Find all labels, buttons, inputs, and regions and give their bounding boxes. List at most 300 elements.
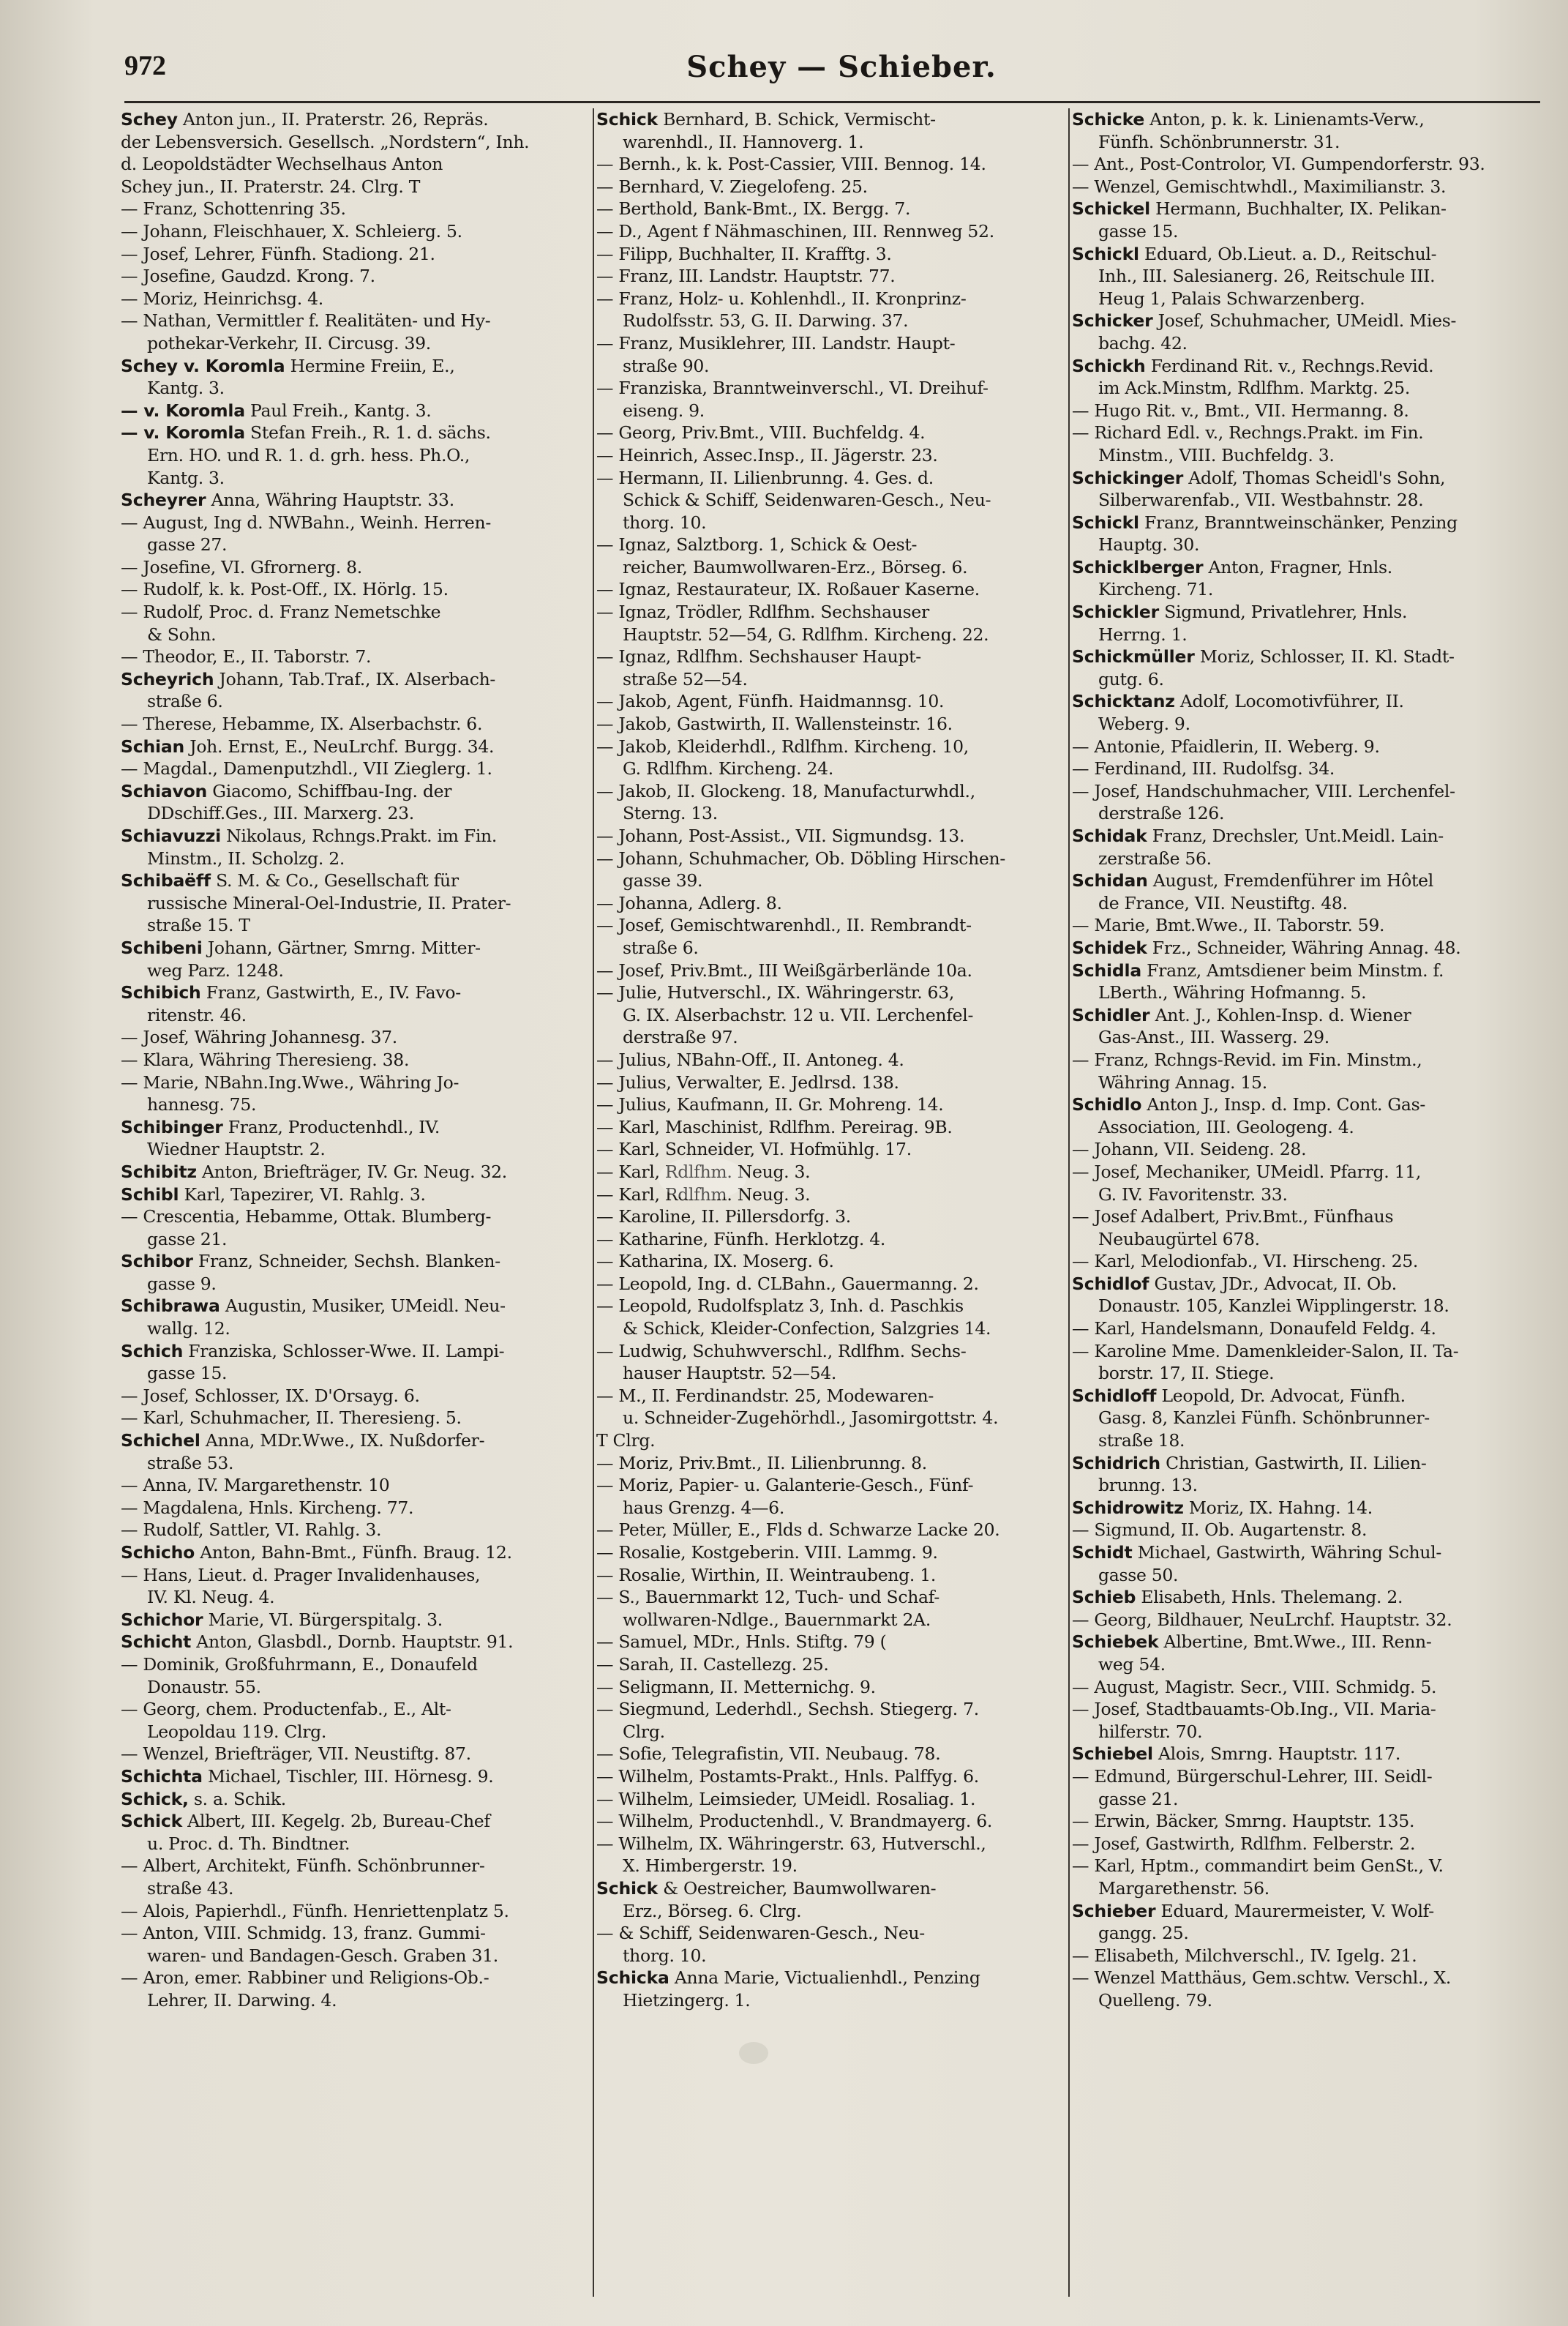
entry-text: — Leopold, Ing. d. CLBahn., Gauermanng. 2. — [596, 1273, 979, 1294]
directory-entry-head — [1072, 1541, 1544, 1564]
directory-entry-line — [596, 1922, 1065, 1945]
directory-entry-line — [121, 624, 589, 646]
entry-surname: Schidak — [1072, 826, 1147, 846]
entry-text: Christian, Gastwirth, II. Lilien- — [1160, 1452, 1427, 1473]
directory-entry-line — [596, 1250, 1065, 1273]
entry-text: — Ludwig, Schuhwverschl., Rdlfhm. Sechs- — [596, 1340, 967, 1361]
entry-text: Ant. J., Kohlen-Insp. d. Wiener — [1149, 1004, 1411, 1025]
directory-entry-line — [121, 758, 589, 780]
directory-entry-line — [1072, 892, 1544, 915]
entry-text: — D., Agent f Nähmaschinen, III. Rennweg 52. — [596, 220, 994, 242]
directory-entry-line — [1072, 422, 1544, 444]
entry-text: — Sigmund, II. Ob. Augartenstr. 8. — [1072, 1519, 1368, 1541]
directory-entry-line — [596, 1273, 1065, 1295]
directory-entry-line — [596, 1900, 1065, 1923]
directory-entry-line — [596, 624, 1065, 646]
entry-text: — Karl, Schneider, VI. Hofmühlg. 17. — [596, 1139, 912, 1160]
entry-text: G. IX. Alserbachstr. 12 u. VII. Lerchenfel- — [623, 1004, 974, 1025]
directory-entry-line — [596, 1295, 1065, 1317]
entry-text: Donaustr. 105, Kanzlei Wipplingerstr. 18. — [1098, 1295, 1449, 1317]
entry-text: — Julius, NBahn-Off., II. Antoneg. 4. — [596, 1049, 904, 1070]
directory-entry-head — [1072, 870, 1544, 892]
entry-text: — Peter, Müller, E., Flds d. Schwarze Lacke 20. — [596, 1519, 1000, 1541]
entry-text: — Wenzel Matthäus, Gem.schtw. Verschl., X. — [1072, 1967, 1452, 1989]
entry-text: straße 52—54. — [623, 668, 748, 689]
directory-entry-head — [1072, 1273, 1544, 1295]
entry-surname: Schibor — [121, 1251, 193, 1272]
directory-entry-line — [596, 802, 1065, 825]
directory-entry-line — [1072, 377, 1544, 400]
entry-text: Eduard, Ob.Lieut. a. D., Reitschul- — [1139, 243, 1437, 264]
entry-text: — Franz, Musiklehrer, III. Landstr. Haupt- — [596, 332, 956, 354]
entry-text: — Albert, Architekt, Fünfh. Schönbrunner- — [121, 1855, 485, 1877]
paper-blemish — [659, 1156, 746, 1200]
entry-surname: Schiebel — [1072, 1743, 1153, 1765]
entry-surname: Schieb — [1072, 1587, 1136, 1608]
entry-surname: Schickinger — [1072, 467, 1184, 488]
entry-text: — Edmund, Bürgerschul-Lehrer, III. Seidl- — [1072, 1765, 1433, 1787]
directory-entry-line — [596, 914, 1065, 937]
directory-entry-head — [1072, 1004, 1544, 1027]
entry-text: Franz, Amtsdiener beim Minstm. f. — [1141, 960, 1444, 981]
entry-text: G. Rdlfhm. Kircheng. 24. — [623, 758, 833, 779]
entry-text: — Jakob, Kleiderhdl., Rdlfhm. Kircheng. 10, — [596, 736, 969, 757]
entry-text: — Wilhelm, Productenhdl., V. Brandmayerg. 6. — [596, 1811, 993, 1832]
entry-text: Franz, Drechsler, Unt.Meidl. Lain- — [1147, 826, 1444, 846]
entry-text: straße 43. — [147, 1877, 234, 1899]
directory-entry-line — [596, 1698, 1065, 1721]
entry-text: Nikolaus, Rchngs.Prakt. im Fin. — [220, 826, 498, 846]
directory-entry-line — [1072, 220, 1544, 243]
directory-entry-line — [121, 1945, 589, 1967]
entry-surname: Schicht — [121, 1631, 192, 1653]
directory-entry-line — [1072, 1721, 1544, 1743]
entry-text: Anna Marie, Victualienhdl., Penzing — [669, 1967, 980, 1989]
entry-text: — Johanna, Adlerg. 8. — [596, 892, 782, 913]
directory-entry-head — [1072, 1586, 1544, 1609]
directory-entry-line — [596, 1138, 1065, 1161]
entry-text: Moriz, Schlosser, II. Kl. Stadt- — [1194, 646, 1455, 667]
directory-entry-head — [1072, 108, 1544, 131]
directory-entry-line — [121, 1205, 589, 1228]
directory-entry-head — [596, 1967, 1065, 1989]
entry-text: — Karl, Handelsmann, Donaufeld Feldg. 4. — [1072, 1318, 1436, 1339]
directory-entry-line — [596, 1743, 1065, 1765]
directory-entry-head — [1072, 1743, 1544, 1765]
entry-text: — S., Bauernmarkt 12, Tuch- und Schaf- — [596, 1587, 939, 1608]
entry-text: DDschiff.Ges., III. Marxerg. 23. — [147, 803, 414, 824]
directory-entry-line — [596, 1609, 1065, 1631]
entry-text: & Sohn. — [147, 624, 217, 645]
entry-surname: Schichor — [121, 1609, 203, 1630]
entry-text: — Josefine, Gaudzd. Krong. 7. — [121, 266, 375, 287]
directory-columns — [121, 108, 1544, 2297]
entry-text: — Josef, Stadtbauamts-Ob.Ing., VII. Maria- — [1072, 1699, 1436, 1720]
directory-entry-line — [596, 1945, 1065, 1967]
directory-entry-head — [1072, 467, 1544, 490]
directory-entry-head — [121, 1295, 589, 1317]
entry-text: — Marie, NBahn.Ing.Wwe., Währing Jo- — [121, 1072, 459, 1093]
entry-text: Schey jun., II. Praterstr. 24. Clrg. T — [121, 176, 421, 197]
directory-entry-line — [596, 1049, 1065, 1072]
entry-text: Franz, Gastwirth, E., IV. Favo- — [200, 982, 461, 1003]
directory-entry-line — [596, 736, 1065, 758]
directory-entry-head — [1072, 1385, 1544, 1407]
entry-text: — Karl, Hptm., commandirt beim GenSt., V. — [1072, 1855, 1444, 1877]
entry-text: borstr. 17, II. Stiege. — [1098, 1363, 1275, 1384]
entry-text: im Ack.Minstm, Rdlfhm. Marktg. 25. — [1098, 378, 1411, 399]
entry-text: Eduard, Maurermeister, V. Wolf- — [1155, 1900, 1434, 1921]
directory-entry-line — [1072, 1810, 1544, 1833]
directory-entry-line — [1072, 848, 1544, 870]
directory-entry-line — [121, 1072, 589, 1094]
entry-surname: Schibeni — [121, 937, 203, 958]
entry-text: d. Leopoldstädter Wechselhaus Anton — [121, 154, 443, 175]
directory-entry-line — [1072, 1833, 1544, 1855]
entry-text: Franz, Productenhdl., IV. — [222, 1116, 440, 1137]
entry-surname: Schidloff — [1072, 1385, 1157, 1406]
entry-text: — Karoline Mme. Damenkleider-Salon, II. Ta- — [1072, 1340, 1459, 1361]
entry-text: — Ferdinand, III. Rudolfsg. 34. — [1072, 758, 1335, 779]
entry-text: — Ignaz, Salztborg. 1, Schick & Oest- — [596, 534, 918, 556]
directory-entry-line — [121, 444, 589, 467]
entry-text: gasse 50. — [1098, 1564, 1179, 1585]
directory-entry-line — [596, 1474, 1065, 1497]
directory-entry-head — [1072, 512, 1544, 534]
entry-text: wollwaren-Ndlge., Bauernmarkt 2A. — [623, 1609, 931, 1630]
entry-surname: Schicke — [1072, 109, 1145, 130]
entry-surname: Scheyrer — [121, 490, 206, 511]
entry-text: Josef, Schuhmacher, UMeidl. Mies- — [1152, 310, 1457, 332]
entry-text: — Jakob, Agent, Fünfh. Haidmannsg. 10. — [596, 691, 945, 712]
entry-text: Anna, Währing Hauptstr. 33. — [206, 490, 454, 511]
directory-entry-head — [121, 668, 589, 691]
entry-text: — Franziska, Branntweinverschl., VI. Dreihuf- — [596, 378, 989, 399]
directory-entry-line — [1072, 1519, 1544, 1541]
entry-text: u. Schneider-Zugehörhdl., Jasomirgottstr. 4. — [623, 1407, 999, 1429]
directory-entry-line — [1072, 1049, 1544, 1072]
entry-text: Alois, Smrng. Hauptstr. 117. — [1152, 1743, 1400, 1765]
directory-entry-line — [1072, 1161, 1544, 1183]
directory-entry-line — [121, 1721, 589, 1743]
directory-entry-line — [1072, 1116, 1544, 1139]
entry-text: Franziska, Schlosser-Wwe. II. Lampi- — [183, 1340, 505, 1361]
entry-surname: Schick — [596, 1877, 658, 1899]
directory-entry-line — [596, 131, 1065, 154]
directory-entry-line — [1072, 153, 1544, 176]
directory-entry-line — [121, 556, 589, 579]
entry-surname: Schickler — [1072, 602, 1159, 623]
directory-entry-line — [596, 1788, 1065, 1811]
entry-surname: Schickl — [1072, 243, 1139, 264]
entry-text: Heug 1, Palais Schwarzenberg. — [1098, 288, 1365, 309]
directory-entry-head — [121, 400, 589, 422]
entry-text: Quelleng. 79. — [1098, 1989, 1212, 2011]
entry-text: waren- und Bandagen-Gesch. Graben 31. — [147, 1945, 498, 1966]
entry-text: straße 90. — [623, 355, 710, 376]
directory-entry-head — [1072, 355, 1544, 378]
directory-entry-line — [1072, 713, 1544, 736]
entry-text: Erz., Börseg. 6. Clrg. — [623, 1900, 802, 1921]
entry-text: Kantg. 3. — [147, 378, 225, 399]
entry-text: — Richard Edl. v., Rechngs.Prakt. im Fin. — [1072, 422, 1424, 444]
entry-text: Leopoldau 119. Clrg. — [147, 1721, 327, 1742]
entry-text: Johann, Gärtner, Smrng. Mitter- — [202, 937, 481, 958]
directory-entry-line — [1072, 914, 1544, 937]
entry-text: Ferdinand Rit. v., Rechngs.Revid. — [1145, 355, 1434, 376]
directory-entry-line — [1072, 758, 1544, 780]
entry-text: — Crescentia, Hebamme, Ottak. Blumberg- — [121, 1206, 492, 1227]
directory-entry-head — [1072, 198, 1544, 220]
entry-text: — Katharine, Fünfh. Herklotzg. 4. — [596, 1228, 886, 1249]
directory-entry-line — [596, 220, 1065, 243]
directory-entry-line — [1072, 578, 1544, 601]
entry-text: — Aron, emer. Rabbiner und Religions-Ob.- — [121, 1967, 489, 1989]
directory-entry-line — [1072, 131, 1544, 154]
directory-entry-line — [121, 601, 589, 624]
entry-text: Adolf, Thomas Scheidl's Sohn, — [1183, 467, 1446, 488]
directory-entry-line — [596, 444, 1065, 467]
entry-text: Anton, p. k. k. Linienamts-Verw., — [1144, 109, 1425, 130]
directory-entry-line — [121, 578, 589, 601]
entry-text: Lehrer, II. Darwing. 4. — [147, 1989, 337, 2011]
entry-surname: Schidler — [1072, 1004, 1150, 1025]
entry-surname: — v. Koromla — [121, 400, 245, 421]
directory-entry-line — [596, 1072, 1065, 1094]
entry-text: — Moriz, Heinrichsg. 4. — [121, 288, 323, 309]
directory-entry-line — [121, 1922, 589, 1945]
directory-entry-line — [1072, 400, 1544, 422]
directory-entry-head — [121, 825, 589, 848]
directory-entry-line — [596, 1765, 1065, 1788]
entry-text: bachg. 42. — [1098, 332, 1188, 354]
directory-entry-line — [121, 690, 589, 713]
entry-text: Hietzingerg. 1. — [623, 1989, 751, 2011]
entry-text: — Sarah, II. Castellezg. 25. — [596, 1653, 829, 1675]
entry-text: Association, III. Geologeng. 4. — [1098, 1116, 1354, 1137]
directory-entry-line — [121, 1967, 589, 1989]
entry-text: pothekar-Verkehr, II. Circusg. 39. — [147, 332, 431, 354]
directory-entry-line — [1072, 1474, 1544, 1497]
directory-entry-head — [1072, 1497, 1544, 1519]
entry-text: Leopold, Dr. Advocat, Fünfh. — [1156, 1385, 1406, 1406]
entry-text: Kantg. 3. — [147, 467, 225, 488]
directory-entry-head — [1072, 556, 1544, 579]
directory-entry-head — [1072, 1093, 1544, 1116]
directory-entry-line — [121, 1407, 589, 1429]
directory-entry-line — [1072, 668, 1544, 691]
entry-text: Anton, Briefträger, IV. Gr. Neug. 32. — [196, 1161, 507, 1182]
directory-entry-line — [1072, 1317, 1544, 1340]
entry-surname: Schian — [121, 736, 185, 757]
directory-entry-line — [596, 690, 1065, 713]
directory-entry-head — [1072, 601, 1544, 624]
directory-entry-line — [596, 780, 1065, 803]
directory-entry-line — [596, 1093, 1065, 1116]
directory-entry-line — [121, 892, 589, 915]
entry-text: — Rudolf, Proc. d. Franz Nemetschke — [121, 602, 441, 623]
directory-entry-line — [596, 1497, 1065, 1519]
directory-entry-line — [121, 198, 589, 220]
entry-text: — Marie, Bmt.Wwe., II. Taborstr. 59. — [1072, 915, 1385, 936]
directory-entry-line — [596, 892, 1065, 915]
entry-text: — Ignaz, Trödler, Rdlfhm. Sechshauser — [596, 602, 929, 623]
directory-entry-line — [1072, 624, 1544, 646]
entry-text: Karl, Tapezirer, VI. Rahlg. 3. — [179, 1183, 426, 1205]
entry-text: — Karl, Melodionfab., VI. Hirscheng. 25. — [1072, 1251, 1419, 1272]
entry-surname: Schidek — [1072, 937, 1147, 958]
directory-entry-line — [596, 400, 1065, 422]
entry-text: — Heinrich, Assec.Insp., II. Jägerstr. 23. — [596, 444, 938, 465]
entry-text: LBerth., Währing Hofmanng. 5. — [1098, 982, 1367, 1003]
entry-text: — Josef Adalbert, Priv.Bmt., Fünfhaus — [1072, 1206, 1394, 1227]
entry-text: — Franz, Schottenring 35. — [121, 198, 346, 220]
entry-text: hauser Hauptstr. 52—54. — [623, 1363, 837, 1384]
directory-entry-line — [121, 1564, 589, 1587]
entry-text: Minstm., VIII. Buchfeldg. 3. — [1098, 444, 1335, 465]
directory-entry-line — [596, 153, 1065, 176]
entry-surname: Schickmüller — [1072, 646, 1195, 667]
directory-entry-line — [121, 1497, 589, 1519]
directory-entry-head — [121, 1429, 589, 1452]
column-2 — [596, 108, 1065, 2297]
entry-text: — Filipp, Buchhalter, II. Krafftg. 3. — [596, 243, 892, 264]
directory-entry-line — [1072, 1250, 1544, 1273]
entry-text: wallg. 12. — [147, 1318, 230, 1339]
directory-entry-line — [596, 467, 1065, 490]
directory-entry-line — [596, 646, 1065, 668]
entry-text: — Bernhard, V. Ziegelofeng. 25. — [596, 176, 868, 197]
entry-text: de France, VII. Neustiftg. 48. — [1098, 892, 1348, 913]
entry-text: straße 6. — [623, 937, 699, 958]
entry-text: straße 6. — [147, 691, 223, 712]
directory-entry-line — [596, 332, 1065, 355]
entry-text: gasse 9. — [147, 1273, 217, 1294]
entry-text: Giacomo, Schiffbau-Ing. der — [207, 780, 452, 801]
column-3 — [1072, 108, 1544, 2297]
directory-entry-line — [596, 1407, 1065, 1429]
entry-surname: Schey — [121, 109, 178, 130]
directory-entry-line — [596, 1810, 1065, 1833]
entry-surname: Schidla — [1072, 960, 1141, 981]
directory-entry-line — [121, 1653, 589, 1676]
directory-entry-line — [121, 1093, 589, 1116]
entry-surname: Schibich — [121, 982, 201, 1003]
entry-text: Anton, Glasbdl., Dornb. Hauptstr. 91. — [191, 1631, 514, 1653]
entry-text: — Josef, Gemischtwarenhdl., II. Rembrandt- — [596, 915, 972, 936]
entry-surname: Schey v. Koromla — [121, 355, 285, 376]
directory-entry-line — [596, 960, 1065, 982]
entry-text: — Nathan, Vermittler f. Realitäten- und Hy- — [121, 310, 491, 332]
directory-entry-line — [121, 131, 589, 154]
entry-surname: Schich — [121, 1340, 184, 1361]
directory-entry-line — [121, 848, 589, 870]
column-1 — [121, 108, 589, 2297]
directory-entry-head — [121, 108, 589, 131]
entry-text: — Johann, Fleischhauer, X. Schleierg. 5. — [121, 220, 462, 242]
entry-surname: Schick, — [121, 1788, 189, 1809]
entry-text: Margarethenstr. 56. — [1098, 1877, 1269, 1899]
entry-text: — Johann, Post-Assist., VII. Sigmundsg. 13. — [596, 826, 965, 846]
entry-surname: Schidt — [1072, 1542, 1133, 1563]
directory-entry-head — [1072, 1631, 1544, 1653]
entry-text: Hermann, Buchhalter, IX. Pelikan- — [1149, 198, 1447, 220]
entry-text: & Schick, Kleider-Confection, Salzgries 14. — [623, 1318, 991, 1339]
directory-entry-line — [1072, 265, 1544, 288]
directory-entry-head — [121, 422, 589, 444]
entry-surname: Schibrawa — [121, 1295, 220, 1317]
entry-text: — Franz, III. Landstr. Hauptstr. 77. — [596, 266, 896, 287]
directory-entry-line — [121, 220, 589, 243]
directory-entry-line — [596, 870, 1065, 892]
directory-entry-line — [596, 1116, 1065, 1139]
entry-text: — Anton, VIII. Schmidg. 13, franz. Gummi- — [121, 1923, 486, 1944]
entry-text: — Seligmann, II. Metternichg. 9. — [596, 1676, 876, 1697]
entry-text: Silberwarenfab., VII. Westbahnstr. 28. — [1098, 490, 1424, 511]
entry-text: Clrg. — [623, 1721, 665, 1742]
directory-entry-line — [121, 1676, 589, 1699]
directory-entry-line — [596, 1833, 1065, 1855]
directory-entry-line — [121, 176, 589, 198]
entry-text: — Johann, Schuhmacher, Ob. Döbling Hirschen- — [596, 848, 1005, 869]
directory-entry-line — [121, 1004, 589, 1027]
directory-entry-line — [596, 1989, 1065, 2012]
directory-entry-line — [596, 310, 1065, 332]
directory-entry-line — [1072, 1026, 1544, 1049]
entry-text: Ern. HO. und R. 1. d. grh. hess. Ph.O., — [147, 444, 470, 465]
entry-text: — Josef, Schlosser, IX. D'Orsayg. 6. — [121, 1385, 420, 1406]
entry-text: — Berthold, Bank-Bmt., IX. Bergg. 7. — [596, 198, 911, 220]
directory-entry-line — [596, 1721, 1065, 1743]
entry-text: Stefan Freih., R. 1. d. sächs. — [244, 422, 491, 444]
entry-text: brunng. 13. — [1098, 1475, 1198, 1496]
entry-text: — Wenzel, Gemischtwhdl., Maximilianstr. 3. — [1072, 176, 1447, 197]
directory-entry-head — [121, 1609, 589, 1631]
entry-text: weg Parz. 1248. — [147, 960, 284, 981]
entry-surname: Schidrowitz — [1072, 1497, 1184, 1518]
entry-text: S. M. & Co., Gesellschaft für — [210, 870, 459, 891]
entry-text: — Klara, Währing Theresieng. 38. — [121, 1049, 410, 1070]
entry-surname: Schidlof — [1072, 1273, 1149, 1294]
entry-text: Hauptg. 30. — [1098, 534, 1200, 556]
directory-entry-line — [121, 1474, 589, 1497]
entry-text: Gasg. 8, Kanzlei Fünfh. Schönbrunner- — [1098, 1407, 1430, 1429]
directory-entry-line — [596, 668, 1065, 691]
entry-text: thorg. 10. — [623, 512, 707, 533]
directory-entry-line — [121, 713, 589, 736]
entry-text: — Ignaz, Restaurateur, IX. Roßauer Kaserne. — [596, 579, 980, 600]
directory-entry-line — [121, 1385, 589, 1407]
directory-entry-line — [121, 1138, 589, 1161]
entry-surname: Schibitz — [121, 1161, 197, 1182]
directory-entry-line — [1072, 1765, 1544, 1788]
directory-entry-line — [596, 512, 1065, 534]
entry-text: — Ignaz, Rdlfhm. Sechshauser Haupt- — [596, 646, 921, 667]
entry-text: — Siegmund, Lederhdl., Sechsh. Stiegerg. 7. — [596, 1699, 979, 1720]
entry-text: Rudolfsstr. 53, G. II. Darwing. 37. — [623, 310, 909, 332]
entry-text: — Sofie, Telegrafistin, VII. Neubaug. 78. — [596, 1743, 941, 1765]
entry-surname: Schiavuzzi — [121, 826, 221, 846]
directory-entry-line — [1072, 1877, 1544, 1900]
entry-text: u. Proc. d. Th. Bindtner. — [147, 1833, 350, 1854]
directory-entry-line — [121, 265, 589, 288]
entry-text: — Theodor, E., II. Taborstr. 7. — [121, 646, 372, 667]
entry-text: — August, Magistr. Secr., VIII. Schmidg. 5. — [1072, 1676, 1437, 1697]
entry-text: — Anna, IV. Margarethenstr. 10 — [121, 1475, 390, 1496]
entry-text: Anton jun., II. Praterstr. 26, Repräs. — [177, 109, 489, 130]
entry-text: Gustav, JDr., Advocat, II. Ob. — [1149, 1273, 1397, 1294]
directory-entry-line — [596, 1541, 1065, 1564]
